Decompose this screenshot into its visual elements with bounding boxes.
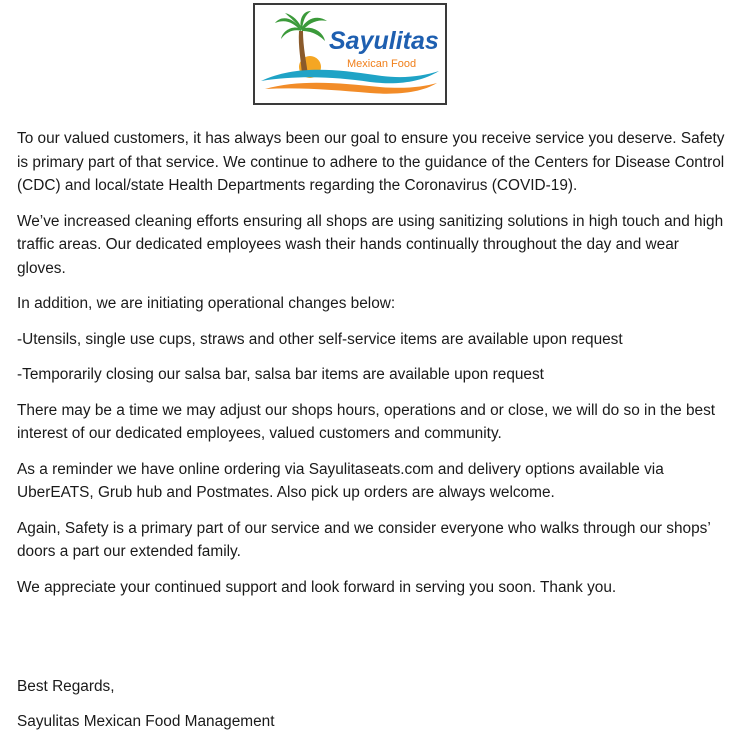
letter-body bbox=[17, 127, 725, 611]
signature-line: Sayulitas Mexican Food Management bbox=[17, 713, 275, 730]
paragraph-hours: There may be a time we may adjust our shops hours, operations and or close, we will do so in the best interest of our dedicated employees, valued customers and community. bbox=[17, 401, 716, 442]
paragraph-salsa-bar: -Temporarily closing our salsa bar, salsa bar items are available upon request bbox=[17, 366, 544, 383]
brand-name: Sayulitas bbox=[329, 27, 439, 55]
company-logo bbox=[253, 3, 447, 105]
closing-line: Best Regards, bbox=[17, 678, 115, 695]
brand-tagline: Mexican Food bbox=[347, 58, 417, 70]
paragraph-cleaning: We’ve increased cleaning efforts ensuring all shops are using sanitizing solutions in high touch and high traffic areas. Our dedicated employees wash their hands continually throughout the day and wear gloves. bbox=[17, 212, 724, 277]
blue-wave-icon bbox=[261, 70, 439, 84]
paragraph-family: Again, Safety is a primary part of our service and we consider everyone who walks through our shops’ doors a part our extended family. bbox=[17, 519, 711, 560]
paragraph-utensils: -Utensils, single use cups, straws and other self-service items are available upon request bbox=[17, 330, 623, 348]
paragraph-intro: To our valued customers, it has always been our goal to ensure you receive service you deserve. Safety is primary part of that service. We continue to adhere to the guidance of the Centers for Disease Control (CDC) and local/state Health Departments regarding the Coronavirus (COVID-19). bbox=[17, 130, 725, 194]
palm-tree-logo-icon bbox=[255, 5, 445, 103]
paragraph-thanks: We appreciate your continued support and look forward in serving you soon. Thank you. bbox=[17, 578, 617, 596]
orange-wave-icon bbox=[265, 83, 437, 94]
paragraph-changes-intro: In addition, we are initiating operational changes below: bbox=[17, 295, 396, 312]
paragraph-online-ordering: As a reminder we have online ordering via Sayulitaseats.com and delivery options available via UberEATS, Grub hub and Postmates. Also pick up orders are always welcome. bbox=[17, 460, 664, 501]
